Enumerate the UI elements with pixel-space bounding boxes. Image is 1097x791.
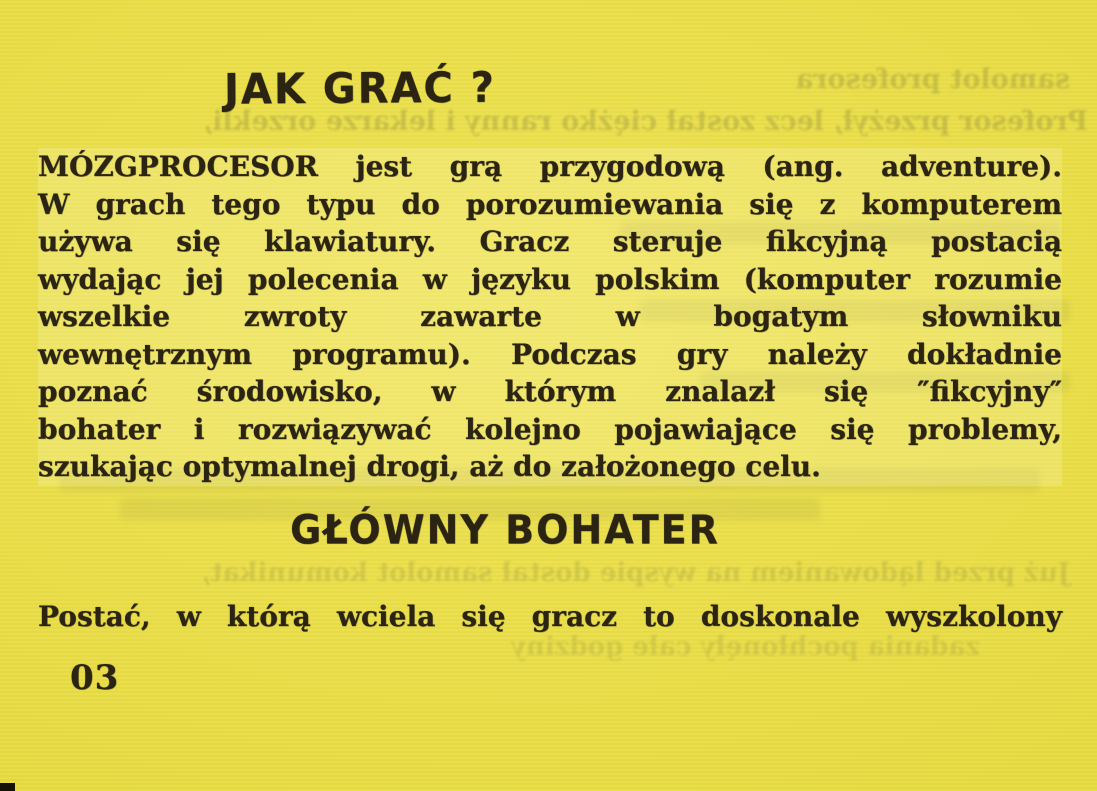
how-to-play-paragraph xyxy=(38,148,1062,486)
paragraph-line: wszelkie zwroty zawarte w bogatym słowniku xyxy=(38,298,1062,336)
section-title-glowny-bohater: GŁÓWNY BOHATER xyxy=(290,506,720,554)
paragraph-line: poznać środowisko, w którym znalazł się ″fikcyjny″ xyxy=(38,373,1062,411)
page-number: 03 xyxy=(70,658,120,698)
paragraph-line: szukając optymalnej drogi, aż do założonego celu. xyxy=(38,448,1062,486)
paragraph-line: MÓZGPROCESOR jest grą przygodową (ang. adventure). xyxy=(38,148,1062,186)
bleedthrough-line: samolot profesora xyxy=(795,64,1070,95)
bleedthrough-line: Już przed lądowaniem na wyspie dostał samolot komunikat, xyxy=(201,558,1070,588)
bleedthrough-line: zadania pochłonęły całe godziny xyxy=(510,632,980,662)
paragraph-line: wewnętrznym programu). Podczas gry należy dokładnie xyxy=(38,336,1062,374)
main-character-paragraph: Postać, w którą wciela się gracz to doskonale wyszkolony xyxy=(38,600,1062,633)
section-title-jak-grac: JAK GRAĆ ? xyxy=(223,63,497,115)
paragraph-line: używa się klawiatury. Gracz steruje fikcyjną postacią xyxy=(38,223,1062,261)
scan-corner-mark xyxy=(0,783,15,791)
paragraph-line: W grach tego typu do porozumiewania się z komputerem xyxy=(38,186,1062,224)
paragraph-line: wydając jej polecenia w języku polskim (komputer rozumie xyxy=(38,261,1062,299)
bleedthrough-line: Profesor przeżył, lecz został ciężko ranny i lekarze orzekli, xyxy=(202,106,1088,137)
paragraph-line: bohater i rozwiązywać kolejno pojawiające się problemy, xyxy=(38,411,1062,449)
